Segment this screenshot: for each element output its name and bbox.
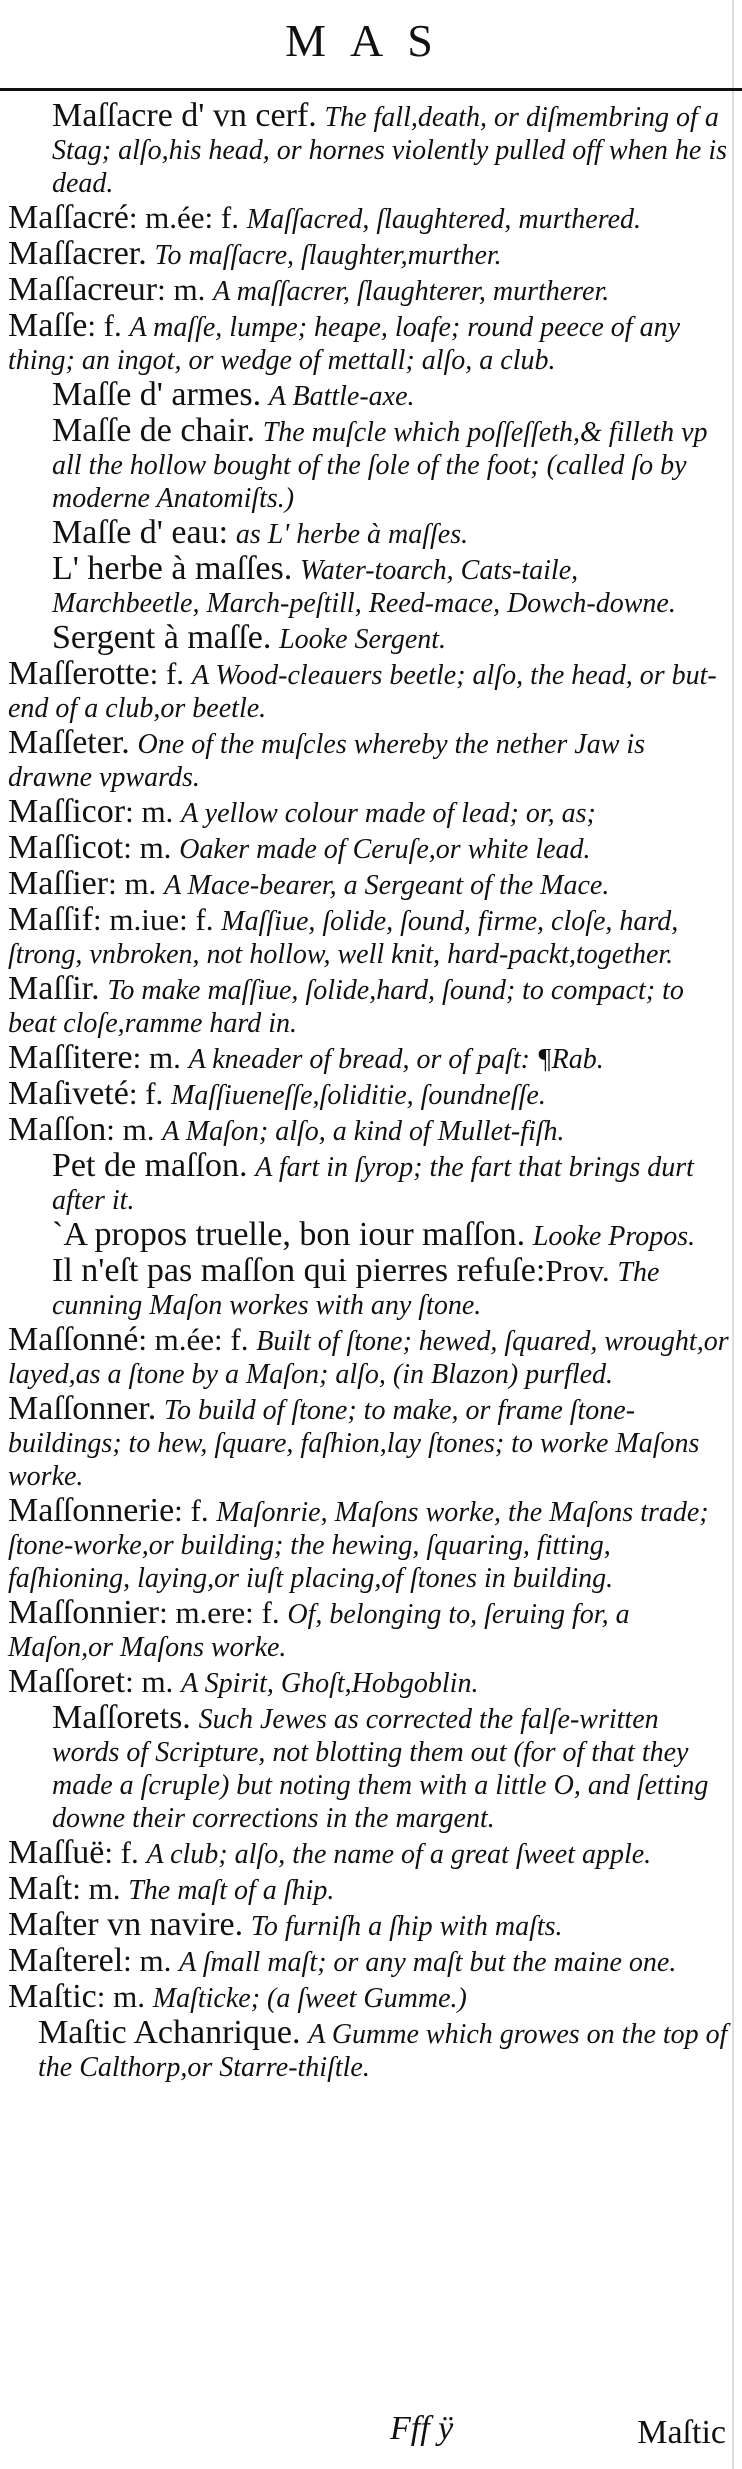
dictionary-entry (8, 970, 730, 1039)
dictionary-entry (8, 235, 730, 272)
entry-definition: Maſſiue, ſolide, ſound, firme, cloſe, hard, ſtrong, vnbroken, not hollow, well knit, hard-packt,together. (8, 906, 679, 970)
entry-definition: A maſſacrer, ſlaughterer, murtherer. (213, 276, 610, 307)
dictionary-entry (8, 1699, 730, 1834)
entry-headword: Maſſonnier (8, 1594, 160, 1631)
entry-headword: Maſſacrer. (8, 235, 147, 272)
dictionary-entry (8, 655, 730, 724)
dictionary-entry (8, 412, 730, 514)
dictionary-entry (8, 865, 730, 902)
entry-definition: To make maſſiue, ſolide,hard, ſound; to compact; to beat cloſe,ramme hard in. (8, 975, 684, 1039)
page-header: MAS (285, 15, 457, 66)
entry-definition: Water-toarch, Cats-taile, Marchbeetle, March-peſtill, Reed-mace, Dowch-downe. (52, 555, 676, 619)
entry-headword: Maſſeter. (8, 724, 130, 761)
dictionary-entry (8, 2014, 730, 2083)
entry-definition: The cunning Maſon workes with any ſtone. (52, 1257, 660, 1321)
entry-definition: Such Jewes as corrected the falſe-written words of Scripture, not blotting them out (for of that they made a ſcruple) but noting them with a little O, and ſetting downe their corrections in the margent. (52, 1704, 709, 1834)
entry-definition: as L' herbe à maſſes. (235, 519, 469, 550)
entry-grammar: : m. (123, 830, 172, 865)
entry-grammar: : f. (87, 308, 122, 343)
entry-headword: Maſſicor (8, 793, 126, 830)
entry-headword: Maſſe d' eau: (52, 514, 229, 551)
entry-definition: The fall,death, or diſmembring of a Stag; alſo,his head, or hornes violently pulled off when he is dead. (52, 102, 728, 199)
dictionary-entry (8, 1978, 730, 2015)
dictionary-entry (8, 1834, 730, 1871)
entry-headword: Maſſir. (8, 970, 100, 1007)
entry-definition: A Gumme which growes on the top of the Calthorp,or Starre-thiſtle. (38, 2019, 728, 2083)
entry-definition: To furniſh a ſhip with maſts. (250, 1911, 563, 1942)
entry-headword: Maſtic Achanrique. (38, 2014, 301, 2051)
entry-definition: Built of ſtone; hewed, ſquared, wrought,or layed,as a ſtone by a Maſon; alſo, (in Blazon) purfled. (8, 1326, 729, 1390)
entry-definition: A fart in ſyrop; the fart that brings durt after it. (52, 1152, 694, 1216)
entry-grammar: : m.ée: f. (138, 1322, 249, 1357)
entry-headword: Maſt (8, 1870, 73, 1907)
dictionary-entry (8, 1492, 730, 1594)
entry-headword: Maſſacreur (8, 271, 158, 308)
dictionary-entry (8, 1906, 730, 1943)
entry-headword: Maſſuë (8, 1834, 105, 1871)
entry-grammar: : m. (157, 272, 206, 307)
entry-headword: Maſſier (8, 865, 109, 902)
entry-headword: Maſtic (8, 1978, 97, 2015)
entry-headword: Maſſacré (8, 199, 129, 236)
entry-headword: Maſiveté (8, 1075, 129, 1112)
entry-definition: Looke Sergent. (279, 624, 447, 655)
entry-headword: Maſſitere (8, 1039, 133, 1076)
dictionary-entry (8, 199, 730, 236)
entry-definition: A yellow colour made of lead; or, as; (181, 798, 596, 829)
dictionary-entry (8, 1039, 730, 1076)
dictionary-entry (8, 793, 730, 830)
entry-headword: Maſſonnerie (8, 1492, 175, 1529)
entry-definition: Of, belonging to, ſeruing for, a Maſon,or Maſons worke. (8, 1599, 630, 1663)
dictionary-entry (8, 1663, 730, 1700)
dictionary-entry (8, 307, 730, 376)
entry-definition: A club; alſo, the name of a great ſweet apple. (146, 1839, 652, 1870)
entry-headword: Maſſonner. (8, 1390, 157, 1427)
entry-definition: To maſſacre, ſlaughter,murther. (154, 240, 502, 271)
entry-definition: A Wood-cleauers beetle; alſo, the head, or but-end of a club,or beetle. (8, 660, 717, 724)
signature-mark: Fff ÿ (390, 2410, 454, 2447)
entry-definition: A Battle-axe. (268, 381, 415, 412)
entry-grammar: : m. (108, 866, 157, 901)
dictionary-entry (8, 1147, 730, 1216)
dictionary-entry (8, 97, 730, 199)
dictionary-entry (8, 901, 730, 970)
entry-headword: Il n'eſt pas maſſon qui pierres refuſe: (52, 1252, 546, 1289)
entry-grammar: : m. (72, 1871, 121, 1906)
dictionary-entry (8, 376, 730, 413)
entry-grammar: : m. (125, 1664, 174, 1699)
dictionary-column (8, 97, 730, 2086)
entry-grammar: : f. (128, 1076, 164, 1111)
entry-definition: A Spirit, Ghoſt,Hobgoblin. (181, 1668, 479, 1699)
entry-headword: Maſſe d' armes. (52, 376, 262, 413)
dictionary-entry (8, 1594, 730, 1663)
entry-headword: Maſſorets. (52, 1699, 191, 1736)
entry-definition: The muſcle which poſſeſſeth,& filleth vp all the hollow bought of the ſole of the foot; (called ſo by moderne Anatomiſts.) (52, 417, 708, 514)
entry-definition: A maſſe, lumpe; heape, loafe; round peece of any thing; an ingot, or wedge of mettall; alſo, a club. (8, 312, 680, 376)
dictionary-entry (8, 1870, 730, 1907)
entry-definition: Maſſacred, ſlaughtered, murthered. (246, 204, 642, 235)
dictionary-entry (8, 829, 730, 866)
entry-grammar: : m. (106, 1112, 155, 1147)
entry-headword: Pet de maſſon. (52, 1147, 248, 1184)
entry-definition: To build of ſtone; to make, or frame ſtone-buildings; to hew, ſquare, faſhion,lay ſtones; to worke Maſons worke. (8, 1395, 700, 1492)
dictionary-entry (8, 1075, 730, 1112)
entry-definition: Maſonrie, Maſons worke, the Maſons trade; ſtone-worke,or building; the hewing, ſquaring, fitting, faſhioning, laying,or iuſt placing,of ſtones in building. (8, 1497, 709, 1594)
page-footer (0, 2410, 742, 2460)
entry-grammar: : m. (132, 1040, 181, 1075)
entry-definition: A Mace-bearer, a Sergeant of the Mace. (164, 870, 610, 901)
entry-headword: `A propos truelle, bon iour maſſon. (52, 1216, 526, 1253)
dictionary-entry (8, 1252, 730, 1321)
catchword: Maſtic (637, 2414, 726, 2451)
dictionary-entry (8, 1390, 730, 1492)
dictionary-entry (8, 724, 730, 793)
entry-headword: Maſſon (8, 1111, 107, 1148)
entry-headword: Maſſonné (8, 1321, 139, 1358)
entry-grammar: : m.ée: f. (128, 200, 239, 235)
entry-grammar: Prov. (545, 1253, 610, 1288)
entry-headword: Maſter vn navire. (8, 1906, 244, 1943)
entry-headword: Maſſe de chair. (52, 412, 255, 449)
dictionary-entry (8, 271, 730, 308)
entry-grammar: : f. (149, 656, 185, 691)
entry-definition: A Maſon; alſo, a kind of Mullet-fiſh. (162, 1116, 565, 1147)
entry-definition: One of the muſcles whereby the nether Jaw is drawne vpwards. (8, 729, 646, 793)
entry-headword: Sergent à maſſe. (52, 619, 272, 656)
entry-grammar: : m. (123, 1943, 172, 1978)
entry-definition: Looke Propos. (532, 1221, 696, 1252)
dictionary-entry (8, 1321, 730, 1390)
entry-headword: L' herbe à maſſes. (52, 550, 293, 587)
entry-grammar: : m. (125, 794, 174, 829)
entry-headword: Maſſacre d' vn cerf. (52, 97, 317, 134)
entry-headword: Maſſerotte (8, 655, 150, 692)
entry-grammar: : m. (96, 1979, 145, 2014)
entry-headword: Maſſicot (8, 829, 124, 866)
entry-definition: The maſt of a ſhip. (128, 1875, 335, 1906)
entry-headword: Maſſif (8, 901, 93, 938)
entry-grammar: : f. (174, 1493, 209, 1528)
entry-headword: Maſſe (8, 307, 88, 344)
entry-definition: Maſticke; (a ſweet Gumme.) (152, 1983, 467, 2014)
entry-definition: A kneader of bread, or of paſt: ¶Rab. (188, 1044, 604, 1075)
entry-headword: Maſterel (8, 1942, 124, 1979)
entry-grammar: : m.ere: f. (159, 1595, 280, 1630)
dictionary-entry (8, 1216, 730, 1253)
dictionary-entry (8, 619, 730, 656)
entry-headword: Maſſoret (8, 1663, 126, 1700)
header-rule (0, 88, 742, 91)
dictionary-entry (8, 1111, 730, 1148)
entry-definition: A ſmall maſt; or any maſt but the maine one. (179, 1947, 677, 1978)
entry-definition: Oaker made of Ceruſe,or white lead. (179, 834, 591, 865)
entry-grammar: : m.iue: f. (92, 902, 214, 937)
page-edge (732, 0, 734, 2469)
dictionary-entry (8, 1942, 730, 1979)
dictionary-entry (8, 550, 730, 619)
entry-grammar: : f. (104, 1835, 139, 1870)
dictionary-entry (8, 514, 730, 551)
entry-definition: Maſſiueneſſe,ſoliditie, ſoundneſſe. (171, 1080, 546, 1111)
